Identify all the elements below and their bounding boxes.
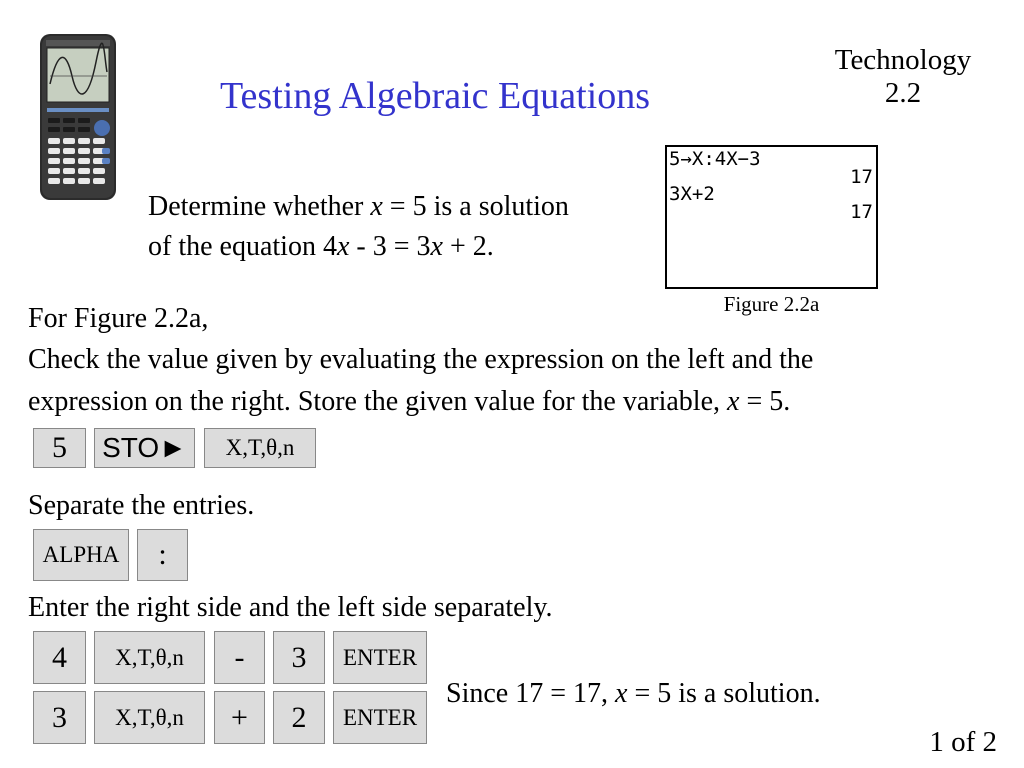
variable-x: x <box>336 231 350 262</box>
key-3: 3 <box>273 631 325 684</box>
variable-x: x <box>727 386 740 417</box>
screen-line-1: 5→X:4X−3 <box>669 148 761 170</box>
graphing-calculator-icon <box>36 32 120 202</box>
key-5: 5 <box>33 428 86 468</box>
key-enter: ENTER <box>333 631 427 684</box>
problem-line-2 <box>148 227 569 267</box>
problem-statement <box>148 187 569 267</box>
key-3: 3 <box>33 691 86 744</box>
screen-result-2: 17 <box>850 201 873 223</box>
check-text-line-1: Check the value given by evaluating the expression on the left and the <box>28 344 814 375</box>
technology-label-line2: 2.2 <box>884 77 922 109</box>
problem-text: Determine whether <box>148 191 371 222</box>
conclusion-part: = 5 is a solution. <box>627 678 821 709</box>
variable-x: x <box>615 678 628 709</box>
page-number: 1 of 2 <box>929 726 997 758</box>
conclusion-text <box>446 674 821 714</box>
key-plus: + <box>214 691 265 744</box>
screen-line-2: 3X+2 <box>669 183 715 205</box>
variable-x: x <box>370 191 383 222</box>
intro-text: For Figure 2.2a, <box>28 303 209 334</box>
variable-x: x <box>430 231 443 262</box>
problem-text: + 2. <box>442 231 494 262</box>
screen-result-1: 17 <box>850 166 873 188</box>
enter-sides-text: Enter the right side and the left side separately. <box>28 592 553 623</box>
key-x-t-theta-n: X,T,θ,n <box>204 428 316 468</box>
calculator-screen <box>665 145 878 289</box>
key-enter: ENTER <box>333 691 427 744</box>
problem-line-1 <box>148 187 569 227</box>
technology-label <box>818 44 988 110</box>
conclusion-part: Since 17 = 17, <box>446 678 615 709</box>
key-x-t-theta-n: X,T,θ,n <box>94 631 205 684</box>
problem-text: of the equation 4 <box>148 231 337 262</box>
key-2: 2 <box>273 691 325 744</box>
check-text: = 5. <box>739 386 791 417</box>
key-x-t-theta-n: X,T,θ,n <box>94 691 205 744</box>
key-minus: - <box>214 631 265 684</box>
check-text-line-2 <box>28 382 790 422</box>
check-text: expression on the right. Store the given value for the variable, <box>28 386 728 417</box>
separate-text: Separate the entries. <box>28 490 255 521</box>
key-4: 4 <box>33 631 86 684</box>
key-alpha: ALPHA <box>33 529 129 581</box>
key-colon: : <box>137 529 188 581</box>
key-sto: STO► <box>94 428 195 468</box>
figure-caption: Figure 2.2a <box>723 292 820 316</box>
technology-label-line1: Technology <box>834 44 972 76</box>
problem-text: = 5 is a solution <box>382 191 569 222</box>
problem-text: - 3 = 3 <box>349 231 431 262</box>
slide-title: Testing Algebraic Equations <box>220 75 651 117</box>
